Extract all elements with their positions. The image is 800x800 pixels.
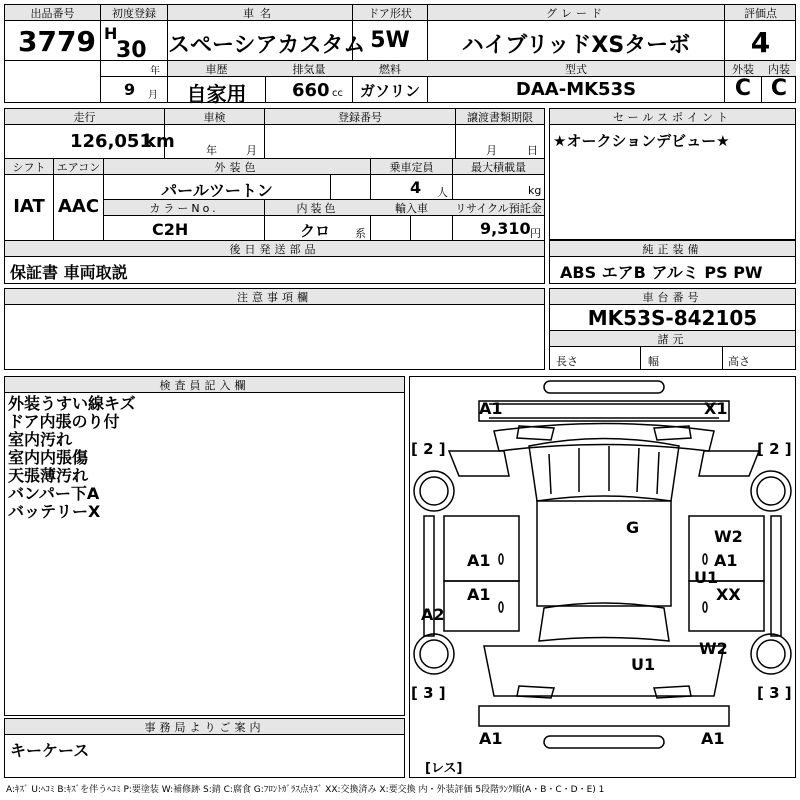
recycle: 9,310 — [480, 219, 531, 238]
mark-a1-right: A1 — [714, 551, 738, 570]
color-label: 外装色 — [214, 161, 260, 174]
year-unit: 年 — [150, 66, 160, 77]
mark-rear-right: A1 — [701, 729, 725, 748]
score: 4 — [750, 26, 771, 59]
name-label: 車名 — [243, 7, 277, 20]
recycle-unit: 円 — [530, 227, 541, 240]
lot-label: 出品番号 — [30, 7, 75, 20]
mark-front-right: X1 — [704, 399, 728, 418]
legend: A:ｷｽﾞ U:ﾍｺﾐ B:ｷｽﾞを伴うﾍｺﾐ P:要塗装 W:補修跡 S:錆 C:腐食 G:ﾌﾛﾝﾄｶﾞﾗｽ点ｷｽﾞ XX:交換済み X:要交換 内・外装評価 5段階ﾗﾝｸ順(A・B・C・D・E) 1 — [6, 785, 605, 795]
color: パールツートン — [161, 181, 273, 200]
intcolor-unit: 系 — [355, 227, 366, 240]
fuel: ガソリン — [359, 82, 420, 100]
door-label: ドア形状 — [368, 7, 412, 20]
note-line: バンパー下A — [8, 484, 100, 503]
inspection-label: 車検 — [203, 111, 226, 124]
mark-right-bottom-num: [ 3 ] — [757, 684, 792, 702]
mileage-unit: km — [144, 131, 175, 152]
mark-u1-bottom: U1 — [631, 655, 656, 674]
chassis-label: 車台番号 — [642, 291, 703, 304]
mark-w2-top: W2 — [714, 527, 743, 546]
lot-number: 3779 — [18, 25, 96, 58]
mileage-label: 走行 — [73, 111, 96, 124]
selling-point-box — [549, 108, 796, 240]
equipment: ABS エアB アルミ PS PW — [560, 263, 763, 282]
note-line: 外装うすい線キズ — [8, 394, 136, 413]
tr-day-unit: 日 — [527, 144, 538, 157]
mark-a1-left-2: A1 — [467, 585, 491, 604]
mark-less: [レス] — [425, 761, 463, 776]
note-line: 天張薄汚れ — [8, 466, 89, 485]
score-label: 評価点 — [744, 7, 777, 20]
car-diagram — [409, 376, 796, 778]
mark-w2-bottom: W2 — [699, 639, 728, 658]
capacity-unit: 人 — [437, 186, 448, 199]
import-label: 輸入車 — [395, 202, 428, 215]
mark-front-left: A1 — [479, 399, 503, 418]
first-reg-label: 初度登録 — [112, 7, 156, 20]
mark-a1-left-1: A1 — [467, 551, 491, 570]
insp-year-unit: 年 — [206, 144, 217, 157]
history-label: 車歴 — [205, 63, 228, 76]
capacity-label: 乗車定員 — [389, 161, 434, 174]
ext-score: C — [734, 76, 752, 101]
reg-month: 9 — [124, 80, 136, 99]
displacement: 660 — [292, 80, 330, 101]
reg-label: 登録番号 — [338, 111, 382, 124]
model-label: 型式 — [565, 63, 587, 76]
mark-left-top-num: [ 2 ] — [411, 440, 446, 458]
month-unit: 月 — [148, 90, 158, 101]
selling-text: ★オークションデビュー★ — [553, 132, 730, 150]
note-line: 室内汚れ — [8, 430, 73, 449]
shift-label: シフト — [12, 161, 46, 174]
mark-right-top-num: [ 2 ] — [757, 440, 792, 458]
mark-rear-left: A1 — [479, 729, 503, 748]
note-line: ドア内張のり付 — [8, 412, 120, 431]
tr-month-unit: 月 — [486, 144, 497, 157]
ext-label: 外装 — [732, 63, 754, 76]
note-line: バッテリーX — [8, 502, 101, 521]
intcolor: クロ — [300, 222, 331, 240]
mark-xx: XX — [716, 585, 741, 604]
inspector-label: 検査員記入欄 — [159, 379, 250, 392]
height-label: 高さ — [728, 355, 750, 368]
mileage: 126,051 — [70, 131, 152, 152]
transfer-label: 譲渡書類期限 — [467, 111, 533, 124]
door-type: 5W — [370, 28, 410, 53]
office-label: 事務局よりご案内 — [144, 721, 265, 734]
chassis-number: MK53S-842105 — [587, 306, 758, 330]
later-label: 後日発送部品 — [229, 243, 320, 256]
later-parts: 保証書 車両取説 — [10, 263, 128, 282]
disp-label: 排気量 — [292, 63, 326, 76]
era: H — [104, 24, 118, 43]
capacity: 4 — [410, 178, 422, 197]
history: 自家用 — [186, 82, 247, 106]
ac: AAC — [57, 196, 100, 217]
note-line: 室内内張傷 — [8, 448, 89, 467]
office-text: キーケース — [10, 741, 90, 760]
mark-left-bottom-num: [ 3 ] — [411, 684, 446, 702]
equip-label: 純正装備 — [642, 243, 703, 256]
grade-label: グレード — [546, 7, 606, 20]
caution-label: 注意事項欄 — [237, 291, 312, 304]
mark-a2: A2 — [421, 605, 445, 624]
reg-year: 30 — [116, 38, 147, 63]
specs-label: 諸元 — [657, 333, 688, 346]
load-unit: kg — [528, 184, 542, 197]
int-label: 内装 — [768, 63, 790, 76]
recycle-label: リサイクル預託金 — [455, 202, 542, 215]
mark-u1-right: U1 — [694, 568, 719, 587]
car-name: スペーシアカスタム — [168, 33, 366, 58]
insp-month-unit: 月 — [246, 144, 257, 157]
fuel-label: 燃料 — [379, 63, 401, 76]
width-label: 幅 — [648, 355, 659, 368]
mark-g: G — [626, 518, 640, 537]
ac-label: エアコン — [56, 161, 101, 174]
colorno-label: カラーNo. — [149, 202, 219, 215]
grade: ハイブリッドXSターボ — [461, 33, 691, 58]
intcolor-label: 内装色 — [296, 202, 339, 215]
load-label: 最大積載量 — [471, 161, 526, 174]
colorno: C2H — [152, 220, 189, 239]
shift: IAT — [13, 196, 45, 217]
model: DAA-MK53S — [515, 79, 637, 100]
inspector-notes — [8, 395, 136, 521]
disp-unit: cc — [332, 88, 343, 99]
selling-label: セールスポイント — [612, 111, 732, 124]
length-label: 長さ — [556, 355, 578, 368]
int-score: C — [770, 76, 788, 101]
